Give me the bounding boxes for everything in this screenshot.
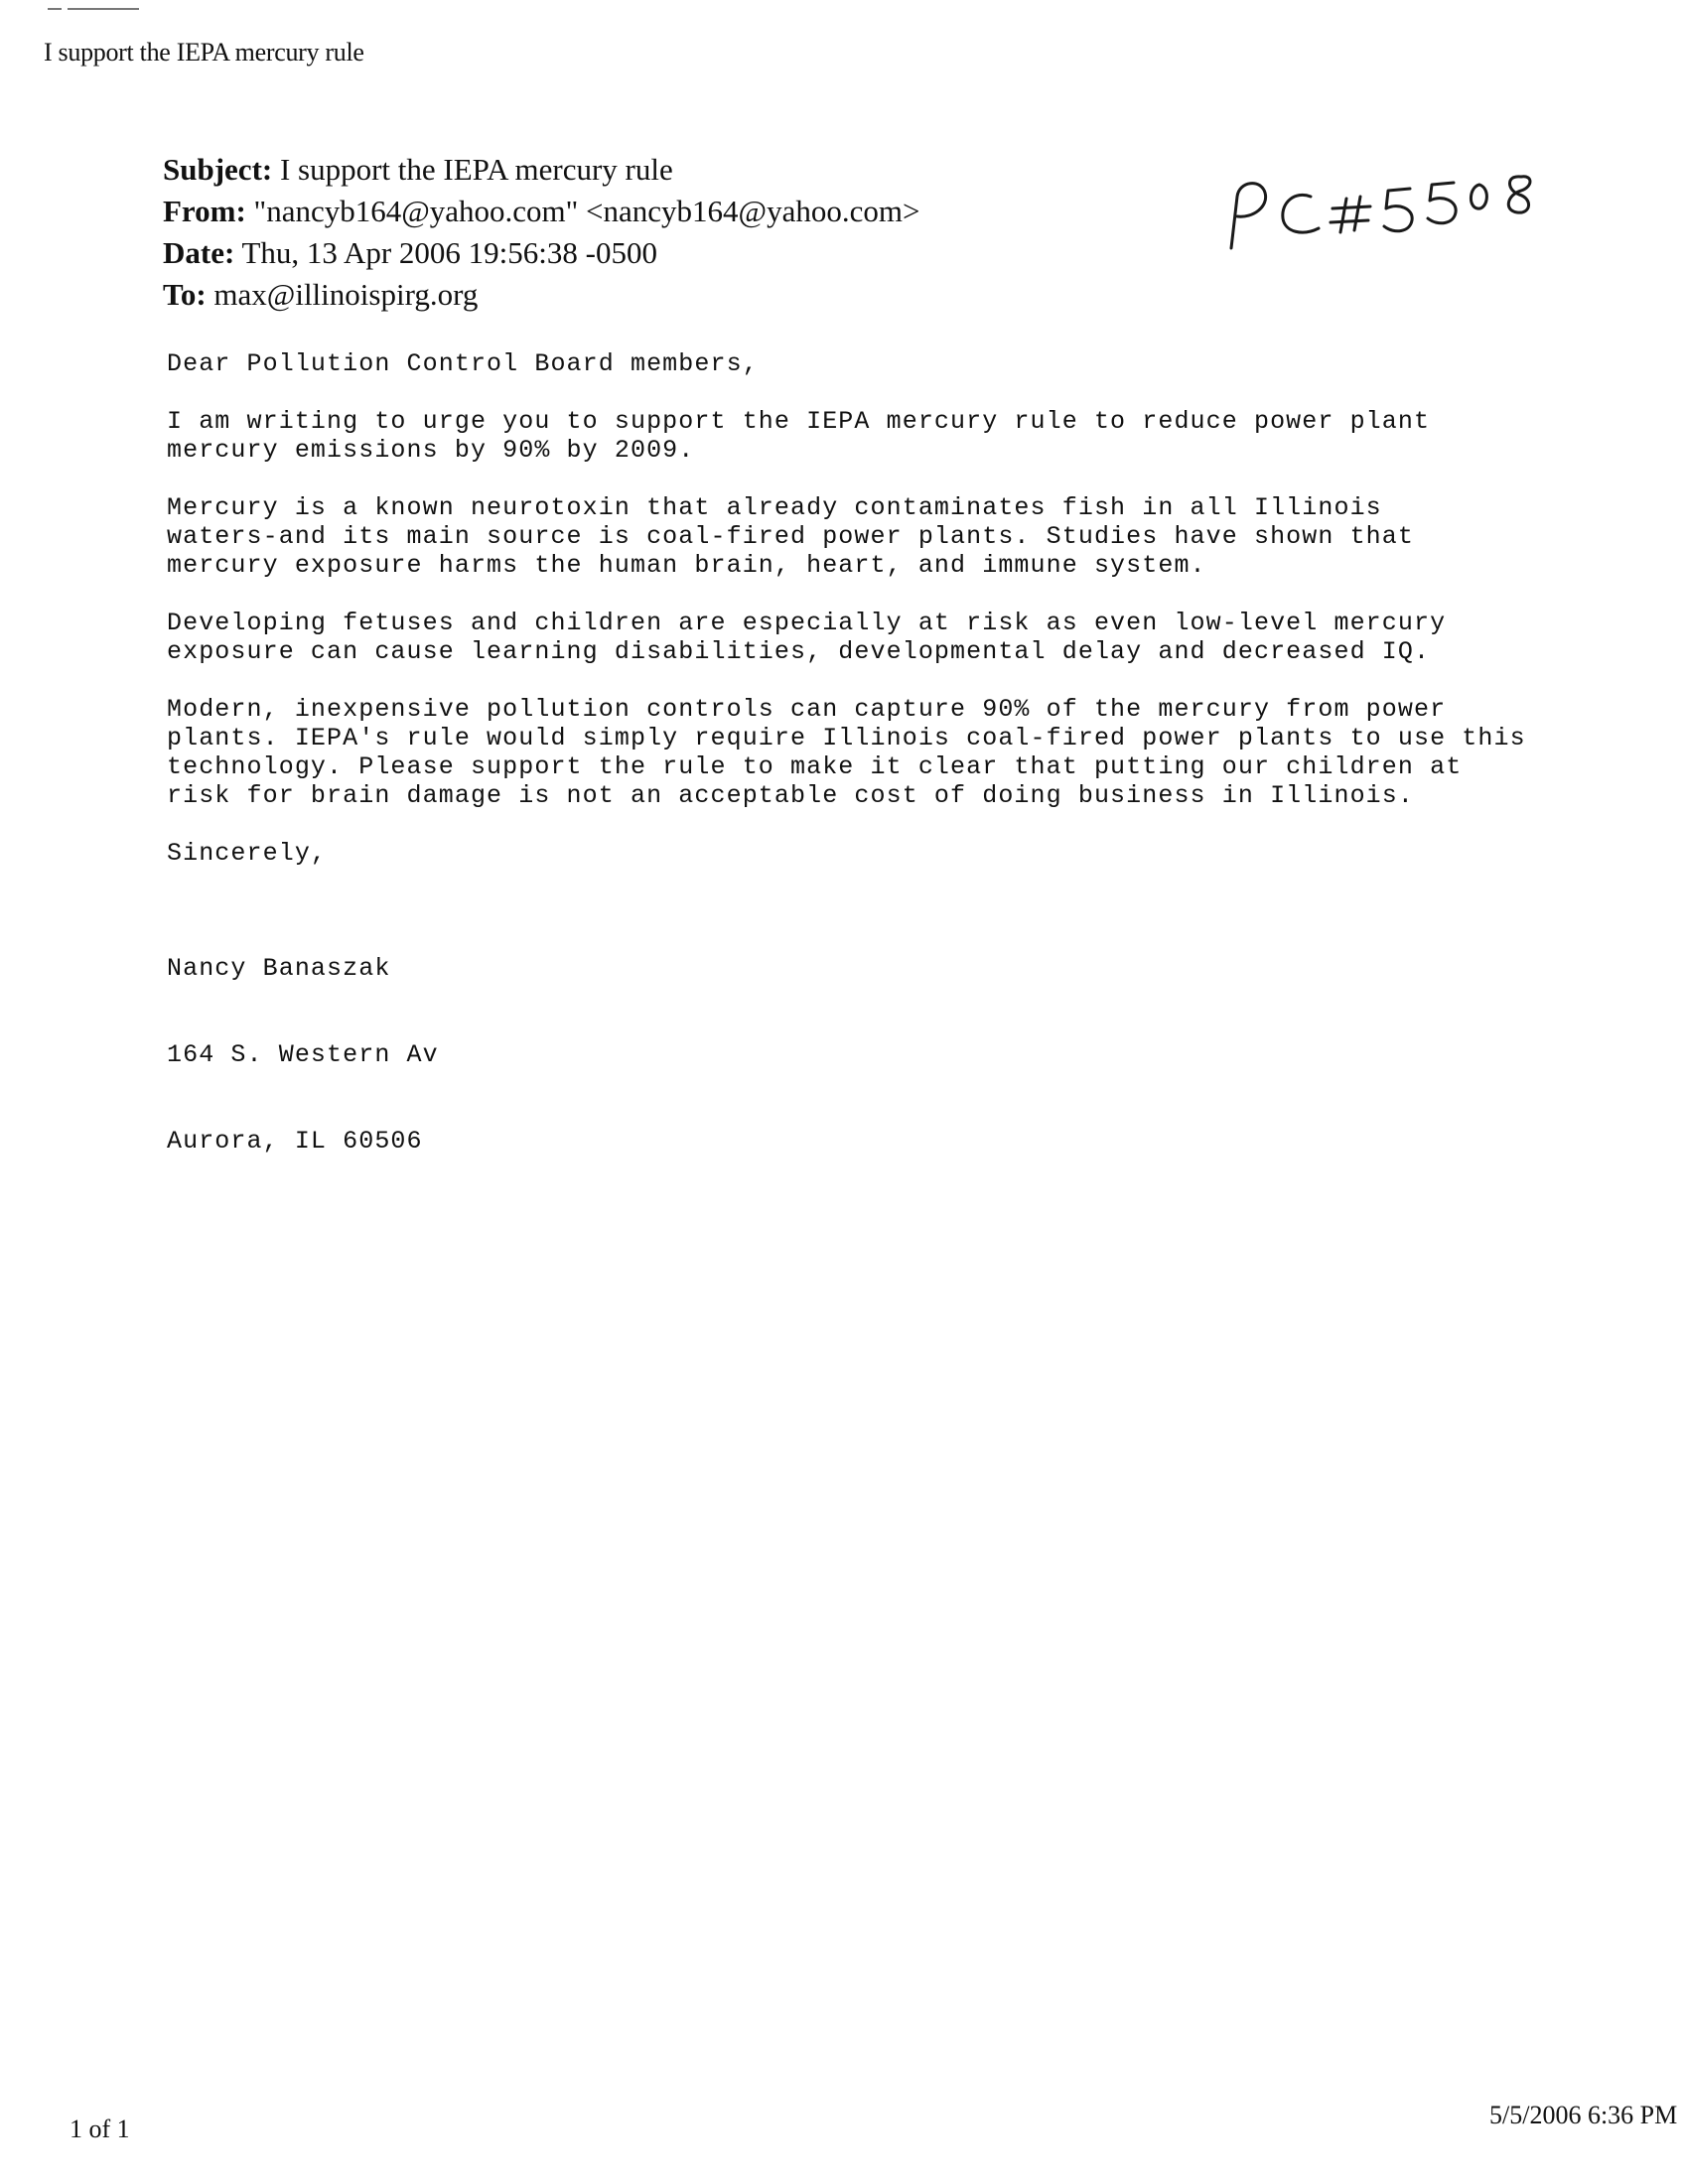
subject-label: Subject: — [163, 152, 273, 187]
signature-block — [167, 896, 1577, 1213]
body-paragraph: Mercury is a known neurotoxin that already contaminates fish in all Illinois waters-and its main source is coal-fired power plants. Studies have shown that mercury exposure harms the human brain, heart, and immune system. — [167, 493, 1414, 580]
from-value: "nancyb164@yahoo.com" <nancyb164@yahoo.com> — [253, 194, 920, 228]
date-row — [163, 232, 919, 274]
handwritten-stamp-drawing — [1223, 167, 1561, 266]
subject-row — [163, 149, 919, 191]
closing: Sincerely, — [167, 839, 328, 868]
date-label: Date: — [163, 235, 235, 270]
page-title: I support the IEPA mercury rule — [44, 38, 364, 67]
page-count: 1 of 1 — [70, 2115, 130, 2143]
signature-name: Nancy Banaszak — [167, 954, 391, 983]
to-row — [163, 274, 919, 316]
body-paragraph: Modern, inexpensive pollution controls can capture 90% of the mercury from power plants. IEPA's rule would simply require Illinois coal-fired power plants to use this technology. Please support the rule to make it clear that putting our children at risk for brain damage is not an acceptable cost of doing business in Illinois. — [167, 695, 1526, 810]
greeting: Dear Pollution Control Board members, — [167, 349, 759, 378]
printed-datetime: 5/5/2006 6:36 PM — [1489, 2101, 1678, 2129]
signature-street: 164 S. Western Av — [167, 1040, 439, 1069]
from-row — [163, 191, 919, 232]
email-body — [167, 349, 1577, 1213]
handwritten-stamp — [1223, 167, 1561, 266]
body-paragraph: I am writing to urge you to support the IEPA mercury rule to reduce power plant mercury emissions by 90% by 2009. — [167, 407, 1431, 465]
to-value: max@illinoispirg.org — [213, 277, 479, 312]
subject-value: I support the IEPA mercury rule — [279, 152, 673, 187]
date-value: Thu, 13 Apr 2006 19:56:38 -0500 — [241, 235, 657, 270]
to-label: To: — [163, 277, 207, 312]
body-paragraph: Developing fetuses and children are especially at risk as even low-level mercury exposure can cause learning disabilities, developmental delay and decreased IQ. — [167, 609, 1447, 666]
scan-artifact-line — [48, 8, 139, 10]
from-label: From: — [163, 194, 246, 228]
email-header — [163, 149, 919, 316]
signature-city: Aurora, IL 60506 — [167, 1127, 423, 1156]
